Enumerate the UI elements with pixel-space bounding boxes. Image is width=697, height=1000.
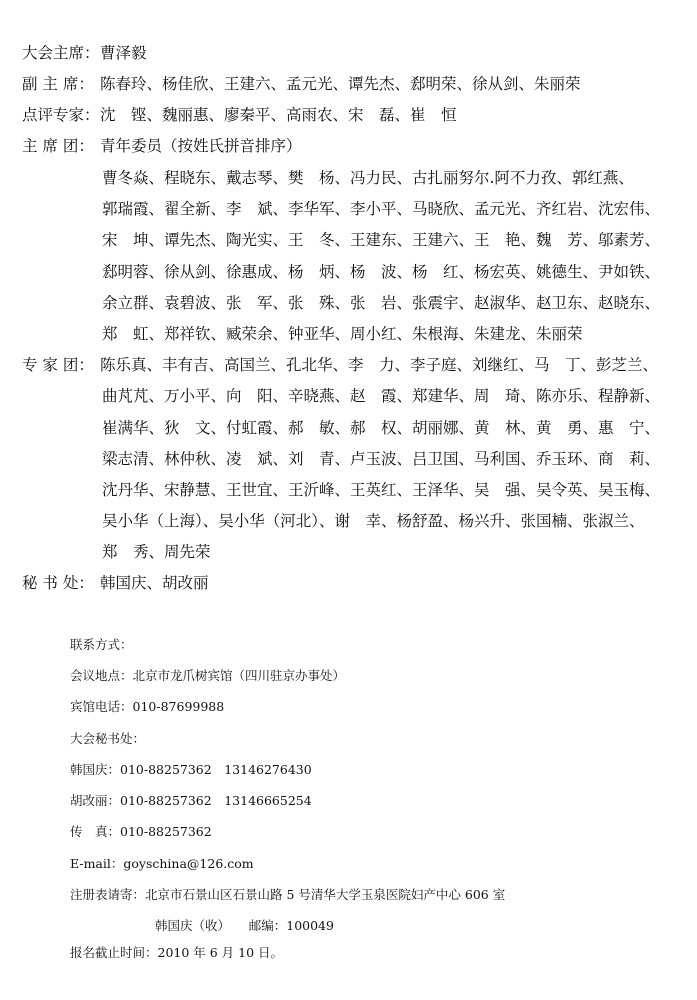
venue-text: 会议地点：北京市龙爪树宾馆（四川驻京办事处）	[70, 668, 346, 683]
contact-title: 联系方式：	[70, 637, 133, 652]
recipient-text: 韩国庆（收） 邮编：100049	[155, 918, 334, 933]
presidium-line: 郭瑞霞、翟全新、李 斌、李华军、李小平、马晓欣、孟元光、齐红岩、沈宏伟、	[102, 200, 661, 218]
secretariat-heading: 大会秘书处：	[70, 731, 146, 746]
experts-line: 崔满华、狄 文、付虹霞、郝 敏、郝 权、胡丽娜、黄 林、黄 勇、惠 宁、	[102, 419, 661, 437]
vice-chair-row	[22, 74, 581, 94]
chair-label: 大会主席：	[22, 44, 100, 62]
email-text: E-mail：goyschina@126.com	[70, 856, 254, 871]
chair-value: 曹泽毅	[100, 44, 147, 62]
presidium-row	[22, 136, 302, 156]
presidium-label: 主 席 团：	[22, 137, 94, 155]
vice-chair-label: 副 主 席：	[22, 75, 94, 93]
secretariat-value: 韩国庆、胡改丽	[100, 574, 209, 592]
register-address-text: 注册表请寄：北京市石景山区石景山路 5 号清华大学玉泉医院妇产中心 606 室	[70, 887, 506, 902]
reviewers-row	[22, 105, 457, 125]
reviewers-value: 沈 铿、魏丽惠、廖秦平、高雨农、宋 磊、崔 恒	[100, 106, 457, 124]
experts-line: 沈丹华、宋静慧、王世宜、王沂峰、王英红、王泽华、吴 强、吴令英、吴玉梅、	[102, 481, 661, 499]
experts-label: 专 家 团：	[22, 356, 94, 374]
secretariat-row	[22, 573, 209, 593]
presidium-header: 青年委员（按姓氏拼音排序）	[100, 137, 302, 155]
experts-first-line: 陈乐真、丰有吉、高国兰、孔北华、李 力、李子庭、刘继红、马 丁、彭芝兰、	[100, 356, 659, 374]
presidium-line: 曹冬焱、程晓东、戴志琴、樊 杨、冯力民、古扎丽努尔.阿不力孜、郭红燕、	[102, 169, 634, 187]
experts-line: 郑 秀、周先荣	[102, 543, 211, 561]
experts-line: 吴小华（上海）、吴小华（河北）、谢 幸、杨舒盈、杨兴升、张国楠、张淑兰、	[102, 512, 645, 530]
hotel-phone-text: 宾馆电话：010-87699988	[70, 699, 225, 714]
reviewers-label: 点评专家：	[22, 106, 100, 124]
hu-contact-text: 胡改丽：010-88257362 13146665254	[70, 793, 312, 808]
presidium-line: 郑 虹、郑祥钦、臧荣余、钟亚华、周小红、朱根海、朱建龙、朱丽荣	[102, 325, 583, 343]
presidium-line: 宋 坤、谭先杰、陶光实、王 冬、王建东、王建六、王 艳、魏 芳、邬素芳、	[102, 231, 661, 249]
vice-chair-value: 陈春玲、杨佳欣、王建六、孟元光、谭先杰、郄明荣、徐从剑、朱丽荣	[100, 75, 581, 93]
experts-row	[22, 355, 658, 375]
experts-line: 梁志清、林仲秋、凌 斌、刘 青、卢玉波、吕卫国、马利国、乔玉环、商 莉、	[102, 450, 661, 468]
experts-line: 曲芃芃、万小平、向 阳、辛晓燕、赵 霞、郑建华、周 琦、陈亦乐、程静新、	[102, 387, 661, 405]
deadline-text: 报名截止时间：2010 年 6 月 10 日。	[70, 945, 284, 960]
secretariat-label: 秘 书 处：	[22, 574, 94, 592]
presidium-line: 郄明蓉、徐从剑、徐惠成、杨 炳、杨 波、杨 红、杨宏英、姚德生、尹如铁、	[102, 263, 661, 281]
fax-text: 传 真：010-88257362	[70, 824, 212, 839]
han-contact-text: 韩国庆：010-88257362 13146276430	[70, 762, 312, 777]
presidium-line: 余立群、袁碧波、张 军、张 殊、张 岩、张震宇、赵淑华、赵卫东、赵晓东、	[102, 294, 661, 312]
chair-row	[22, 43, 147, 63]
